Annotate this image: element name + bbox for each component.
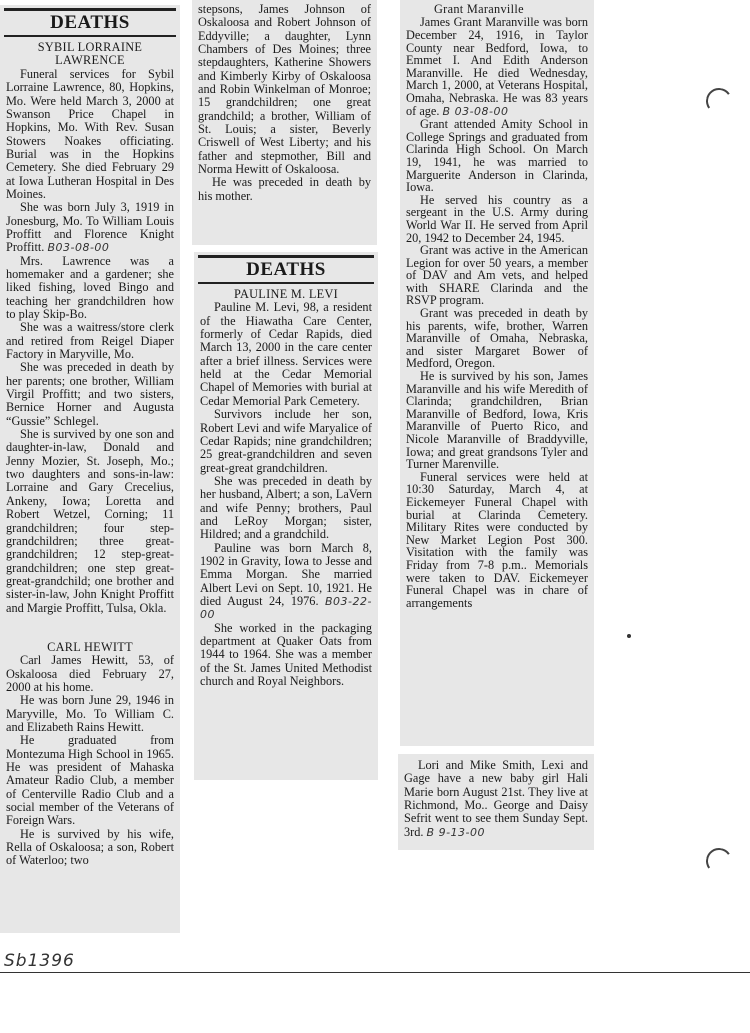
obituary-paragraph: Pauline was born March 8, 1902 in Gravity, Iowa to Jesse and Emma Morgan. She married Albert Levi on Sept. 10, 1921. He died August 24, 1976. B03-22-00 [200,540,372,622]
obituary-paragraph: He graduated from Montezuma High School in 1965. He was president of Mahaska Amateur Radio Club, a member of Centerville Radio Club and a social member of the Veterans of Foreign Wars. [6,733,174,828]
scan-speck [627,634,631,638]
obituary-paragraph: She is survived by one son and daughter-in-law, Donald and Jenny Mozier, St. Joseph, Mo.; two daughters and sons-in-law: Lorraine and Gary Crecelius, Ankeny, Iowa; Loretta and Robert Wetzel, Corning; 11 grandchildren; four step-grandchildren; three great-grandchildren; 12 step-great-grandchildren; one step great-great-grandchild; one brother and sister-in-law, John Knight Proffitt and Margie Proffitt, Tulsa, Okla. [6,427,174,615]
handwritten-date-note: B03-22-00 [200,594,372,622]
obituary-paragraph: He is survived by his wife, Rella of Oskaloosa; a son, Robert of Waterloo; two [6,826,174,868]
obituary-column-3 [400,0,594,746]
obituary-name-lawrence: SYBIL LORRAINE LAWRENCE [37,40,143,68]
obituary-paragraph: She was born July 3, 1919 in Jonesburg, Mo. To William Louis Proffitt and Florence Knight Proffitt. B03-08-00 [6,200,174,255]
obituary-paragraph: Survivors include her son, Robert Levi and wife Maryalice of Cedar Rapids; nine grandchildren; 25 great-grandchildren and seven great-great grandchildren. [200,407,372,475]
obituary-column-2 [194,252,378,780]
handwritten-date-note: B 9-13-00 [426,825,486,839]
handwritten-date-note: B03-08-00 [47,241,110,255]
birth-announcement [398,754,594,850]
obituary-paragraph: Mrs. Lawrence was a homemaker and a gardener; she liked fishing, loved Bingo and teaching her grandchildren how to play Skip-Bo. [6,253,174,321]
announcement-text: Lori and Mike Smith, Lexi and Gage have a new baby girl Hali Marie born August 21st. They live at Richmond, Mo.. George and Daisy Sefrit went to see them Sunday Sept. 3rd. B 9-13-00 [404,758,588,839]
section-title-deaths: DEATHS [198,255,374,284]
obituary-name-hewitt: CARL HEWITT [47,639,133,654]
obituary-paragraph: Pauline M. Levi, 98, a resident of the Hiawatha Care Center, formerly of Cedar Rapids, died March 13, 2000 in the care center after a brief illness. Services were held at the Cedar Memorial Chapel of Memories with burial at Cedar Memorial Park Cemetery. [200,300,372,408]
obituary-paragraph: He is survived by his son, James Maranville and his wife Meredith of Clarinda; grandchildren, Brian Maranville of Bedford, Iowa, Kris Maranville of Puerto Rico, and Nicole Maranville of Braddyville, Iowa; and great grandsons Tyler and Turner Marenville. [406,369,588,472]
handwritten-date-note: B 03-08-00 [442,104,509,118]
obituary-paragraph: She was preceded in death by her parents; one brother, William Virgil Proffitt; and two sisters, Bernice Horner and Augusta “Gussie” Schlegel. [6,360,174,428]
section-title-deaths: DEATHS [4,8,176,37]
obituary-paragraph: He was born June 29, 1946 in Maryville, Mo. To William C. and Elizabeth Rains Hewitt. [6,693,174,735]
binder-hole-mark [704,846,734,876]
obituary-column-1 [0,5,180,933]
binder-hole-mark [704,86,734,116]
obituary-paragraph: Grant attended Amity School in College Springs and graduated from Clarinda High School. On March 19, 1941, he was married to Marguerite Anderson in Clarinda, Iowa. [406,117,588,195]
page-divider [0,972,750,973]
obituary-paragraph: James Grant Maranville was born December 24, 1916, in Taylor County near Bedford, Iowa, to Emmet I. And Edith Anderson Maranville. He died Wednesday, March 1, 2000, at Veterans Hospital, Omaha, Nebraska. He was 83 years of age. B 03-08-00 [406,15,588,118]
obituary-continuation-hewitt [192,0,377,245]
obituary-paragraph: Carl James Hewitt, 53, of Oskaloosa died February 27, 2000 at his home. [6,653,174,694]
obituary-paragraph: He served his country as a sergeant in the U.S. Army during World War II. He served from April 20, 1942 to December 24, 1945. [406,192,588,245]
obituary-name-levi: PAULINE M. LEVI [233,287,339,301]
archive-number: Sb1396 [4,951,75,971]
obituary-paragraph: She worked in the packaging department at Quaker Oats from 1944 to 1964. She was a member of the St. James United Methodist church and Royal Neighbors. [200,620,372,689]
obituary-paragraph: She was a waitress/store clerk and retired from Reigel Diaper Factory in Maryville, Mo. [6,320,174,362]
obituary-paragraph: Grant was active in the American Legion for over 50 years, a member of DAV and Am vets, and helped with SHARE Clarinda and the RSVP program. [406,243,588,308]
obituary-paragraph: She was preceded in death by her husband, Albert; a son, LaVern and wife Penny; brothers, Paul and LeRoy Morgan; sister, Hildred; and a grandchild. [200,473,372,542]
obituary-name-maranville: Grant Maranville [434,2,524,16]
obituary-paragraph: stepsons, James Johnson of Oskaloosa and Robert Johnson of Eddyville; a daughter, Lynn Chambers of Des Moines; three stepdaughters, Katherine Showers and Kimberly Kirby of Oskaloosa and Robin Winkelman of Monroe; 15 grandchildren; one great grandchild; a brother, William of St. Louis; a sister, Beverly Criswell of West Liberty; and his father and stepmother, Bill and Norma Hewitt of Oskaloosa. [198,2,371,177]
obituary-paragraph: Funeral services for Sybil Lorraine Lawrence, 80, Hopkins, Mo. Were held March 3, 2000 at Swanson Price Chapel in Hopkins, Mo. With Rev. Susan Stowers Noakes officiating. Burial was in the Hopkins Cemetery. She died February 29 at Iowa Lutheran Hospital in Des Moines. [6,66,174,201]
obituary-paragraph: Grant was preceded in death by his parents, wife, brother, Warren Maranville of Omaha, Nebraska, and sister Margaret Bower of Medford, Oregon. [406,306,588,371]
obituary-paragraph: Funeral services were held at 10:30 Saturday, March 4, at Eickemeyer Funeral Chapel with burial at Clarinda Cemetery. Military Rites were conducted by New Market Legion Post 300. Visitation with the family was Friday from 7-8 p.m.. Memorials were taken to DAV. Eickemeyer Funeral Chapel was in chare of arrangements [406,469,588,610]
obituary-paragraph: He was preceded in death by his mother. [198,175,371,203]
